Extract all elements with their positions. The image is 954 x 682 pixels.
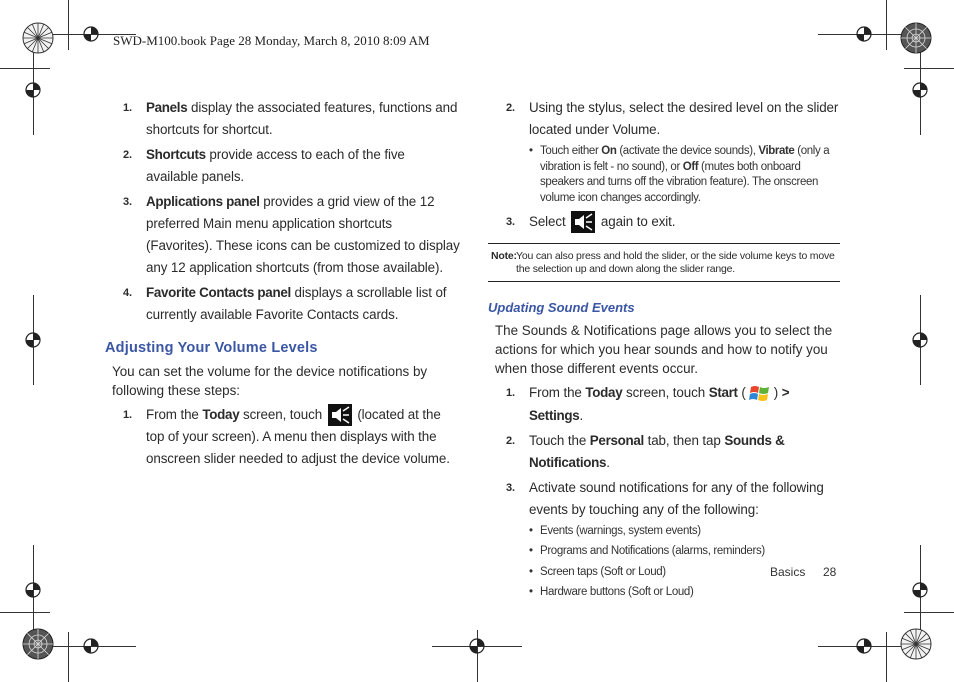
list-item: [488, 211, 840, 233]
list-item: • Programs and Notifications (alarms, reminders): [529, 544, 840, 560]
text-run: .: [606, 454, 610, 470]
registration-mark-icon: [22, 329, 44, 351]
page-number: 28: [823, 565, 837, 579]
list-number: 1.: [123, 102, 132, 114]
text-run: Touch the: [529, 432, 590, 448]
term: Applications panel: [146, 194, 260, 209]
list-number: 3.: [506, 216, 515, 228]
text-run: tab, then tap: [643, 432, 725, 448]
list-item: • Events (warnings, system events): [529, 524, 840, 540]
text-run: (activate the device sounds),: [616, 145, 759, 157]
list-item: • Hardware buttons (Soft or Loud): [529, 585, 840, 601]
description: provides a grid view of the 12 preferred Main menu application shortcuts (Favorites). These icons can be customized to display any 12 application shortcuts (from those available).: [146, 194, 460, 275]
term: Sounds & Notifications: [529, 432, 785, 470]
list-number: 4.: [123, 287, 132, 299]
list-item: [488, 477, 840, 521]
list-item: [488, 97, 840, 141]
term: Personal: [589, 432, 644, 448]
term: Vibrate: [758, 145, 795, 157]
print-slug: SWD-M100.book Page 28 Monday, March 8, 2010 8:09 AM: [113, 33, 430, 48]
text-run: screen, touch: [622, 385, 709, 401]
registration-mark-icon: [80, 23, 102, 45]
term: Shortcuts: [146, 147, 206, 162]
description: displays a scrollable list of currently available Favorite Contacts cards.: [146, 285, 447, 322]
list-item: [105, 191, 460, 279]
text-run: From the: [146, 407, 203, 422]
volume-icon: [328, 404, 352, 426]
registration-mark-icon: [466, 635, 488, 657]
section-heading: Adjusting Your Volume Levels: [105, 340, 318, 356]
list-item: [529, 144, 840, 206]
registration-mark-icon: [22, 79, 44, 101]
list-number: 2.: [123, 149, 132, 161]
registration-mark-icon: [909, 329, 931, 351]
starburst-mark-icon: [900, 22, 932, 54]
text-run: (located at the top of your screen). A menu then displays with the onscreen slider needed to adjust the device volume.: [146, 407, 450, 467]
description: display the associated features, functions and shortcuts for shortcut.: [146, 100, 458, 137]
intro-paragraph: The Sounds & Notifications page allows you to select the actions for which you hear sounds and how to notify you when those different events occur.: [495, 323, 833, 377]
left-column: [105, 97, 460, 473]
text-run: (mutes both onboard speakers and turns off the vibration feature). The onscreen volume icon changes accordingly.: [540, 160, 819, 204]
bullet-list: [488, 144, 840, 206]
footer-section: Basics: [770, 565, 806, 579]
term: Off: [682, 160, 699, 173]
description: Activate sound notifications for any of the following events by touching any of the following:: [529, 479, 824, 517]
registration-mark-icon: [22, 579, 44, 601]
list-number: 3.: [123, 196, 132, 208]
text-run: screen, touch: [239, 407, 326, 422]
text-run: again to exit.: [597, 214, 676, 229]
registration-mark-icon: [909, 79, 931, 101]
text-run: ): [773, 385, 782, 401]
term: Today: [585, 385, 623, 401]
list-item: [105, 97, 460, 141]
starburst-mark-icon: [900, 628, 932, 660]
text-run: From the: [529, 385, 586, 401]
term: > Settings: [529, 385, 790, 423]
text-run: Select: [529, 214, 570, 229]
term: On: [601, 145, 617, 157]
description: Using the stylus, select the desired level on the slider located under Volume.: [529, 100, 839, 137]
starburst-mark-icon: [22, 628, 54, 660]
list-number: 1.: [506, 387, 515, 400]
list-number: 1.: [123, 409, 132, 421]
term: Panels: [146, 100, 188, 115]
registration-mark-icon: [853, 23, 875, 45]
windows-start-icon: [747, 383, 773, 405]
list-item: [488, 430, 840, 474]
note-text: You can also press and hold the slider, or the side volume keys to move the selection up and down along the slider range.: [516, 250, 835, 275]
text-run: Touch either: [540, 145, 602, 157]
starburst-mark-icon: [22, 22, 54, 54]
list-item: [488, 382, 840, 426]
list-item: • Screen taps (Soft or Loud): [529, 565, 840, 581]
note-box: [488, 243, 840, 282]
registration-mark-icon: [853, 635, 875, 657]
term: Today: [202, 407, 240, 422]
events-list: [488, 524, 840, 601]
registration-mark-icon: [909, 579, 931, 601]
text-run: (: [737, 385, 746, 401]
term: Favorite Contacts panel: [146, 285, 291, 300]
note-label: Note:: [491, 250, 517, 263]
description: provide access to each of the five available panels.: [146, 147, 405, 184]
list-number: 2.: [506, 102, 515, 114]
list-number: 3.: [506, 481, 515, 494]
text-run: (only a vibration is felt - no sound), or: [540, 145, 830, 173]
right-column: [488, 97, 840, 606]
registration-mark-icon: [80, 635, 102, 657]
volume-icon: [571, 211, 595, 233]
intro-paragraph: You can set the volume for the device notifications by following these steps:: [112, 364, 428, 398]
list-item: [105, 404, 460, 470]
list-number: 2.: [506, 434, 515, 447]
term: Start: [708, 385, 738, 401]
list-item: [105, 144, 460, 188]
section-subheading: Updating Sound Events: [488, 300, 635, 316]
text-run: .: [579, 407, 584, 423]
list-item: [105, 282, 460, 326]
